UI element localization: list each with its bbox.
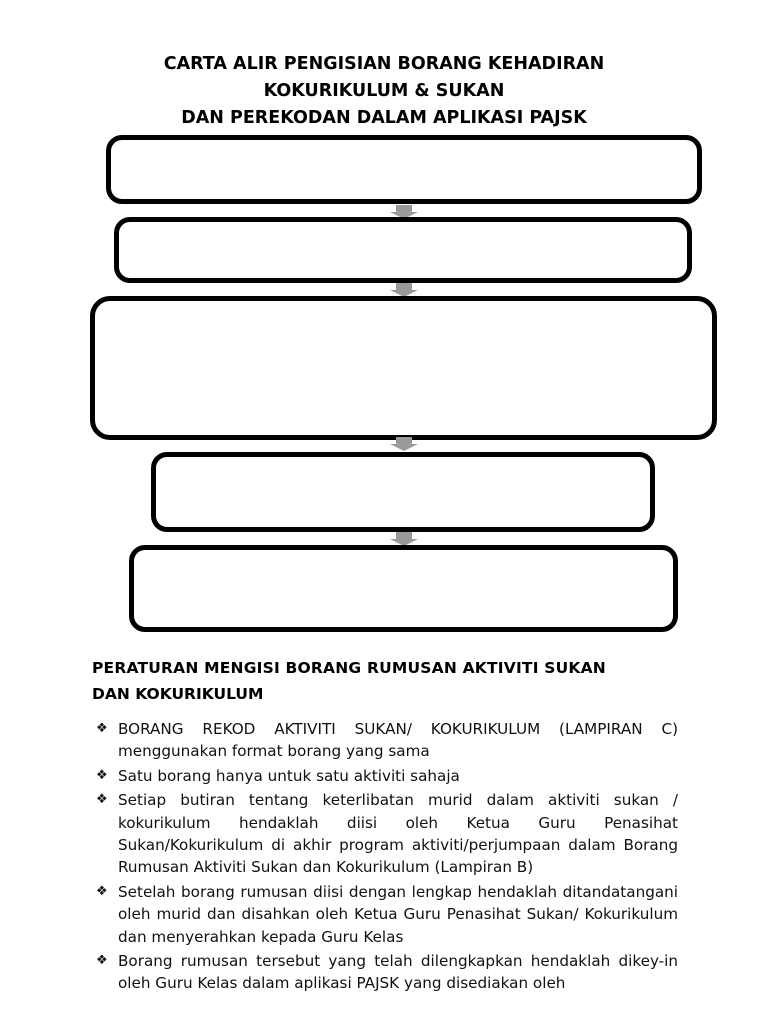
rule-item-5 (96, 950, 678, 995)
rule-item-4 (96, 881, 678, 948)
rule-text: BORANG REKOD AKTIVITI SUKAN/ KOKURIKULUM (LAMPIRAN C) menggunakan format borang yang sama (118, 720, 678, 761)
flowchart-step-2 (114, 217, 692, 283)
diamond-bullet-icon: ❖ (96, 953, 108, 969)
rule-text: Borang rumusan tersebut yang telah dilengkapkan hendaklah dikey-in oleh Guru Kelas dalam aplikasi PAJSK yang disediakan oleh (118, 952, 678, 993)
flowchart-step-5 (129, 545, 678, 632)
rule-text: Setelah borang rumusan diisi dengan lengkap hendaklah ditandatangani oleh murid dan disahkan oleh Ketua Guru Penasihat Sukan/ Kokurikulum dan menyerahkan kepada Guru Kelas (118, 882, 678, 946)
diamond-bullet-icon: ❖ (96, 767, 108, 783)
rules-list (96, 718, 678, 995)
rule-text: Setiap butiran tentang keterlibatan murid dalam aktiviti sukan / kokurikulum hendaklah diisi oleh Ketua Guru Penasihat Sukan/Kokurikulum di akhir program aktiviti/perjumpaan dalam Borang Rumusan Aktiviti Sukan dan Kokurikulum (Lampiran B) (118, 791, 678, 877)
rule-item-3 (96, 789, 678, 879)
diamond-bullet-icon: ❖ (96, 721, 108, 736)
diamond-bullet-icon: ❖ (96, 792, 108, 808)
flowchart-step-1 (106, 135, 702, 204)
flowchart-arrow-3 (390, 437, 418, 451)
flowchart-step-3 (90, 296, 717, 440)
diamond-bullet-icon: ❖ (96, 883, 108, 899)
flowchart-step-4 (151, 452, 655, 532)
flowchart-arrow-4 (390, 532, 418, 546)
document-title-line-1: CARTA ALIR PENGISIAN BORANG KEHADIRAN (163, 54, 605, 74)
rules-heading-line-2: DAN KOKURIKULUM (92, 685, 264, 703)
flowchart-arrow-2 (390, 283, 418, 297)
rules-heading-line-1: PERATURAN MENGISI BORANG RUMUSAN AKTIVITI SUKAN (92, 659, 606, 677)
rule-item-2 (96, 765, 678, 787)
document-title-line-2: KOKURIKULUM & SUKAN (263, 81, 505, 101)
rule-item-1 (96, 718, 678, 763)
document-title-line-3: DAN PEREKODAN DALAM APLIKASI PAJSK (181, 108, 587, 128)
rule-text: Satu borang hanya untuk satu aktiviti sahaja (118, 766, 460, 785)
